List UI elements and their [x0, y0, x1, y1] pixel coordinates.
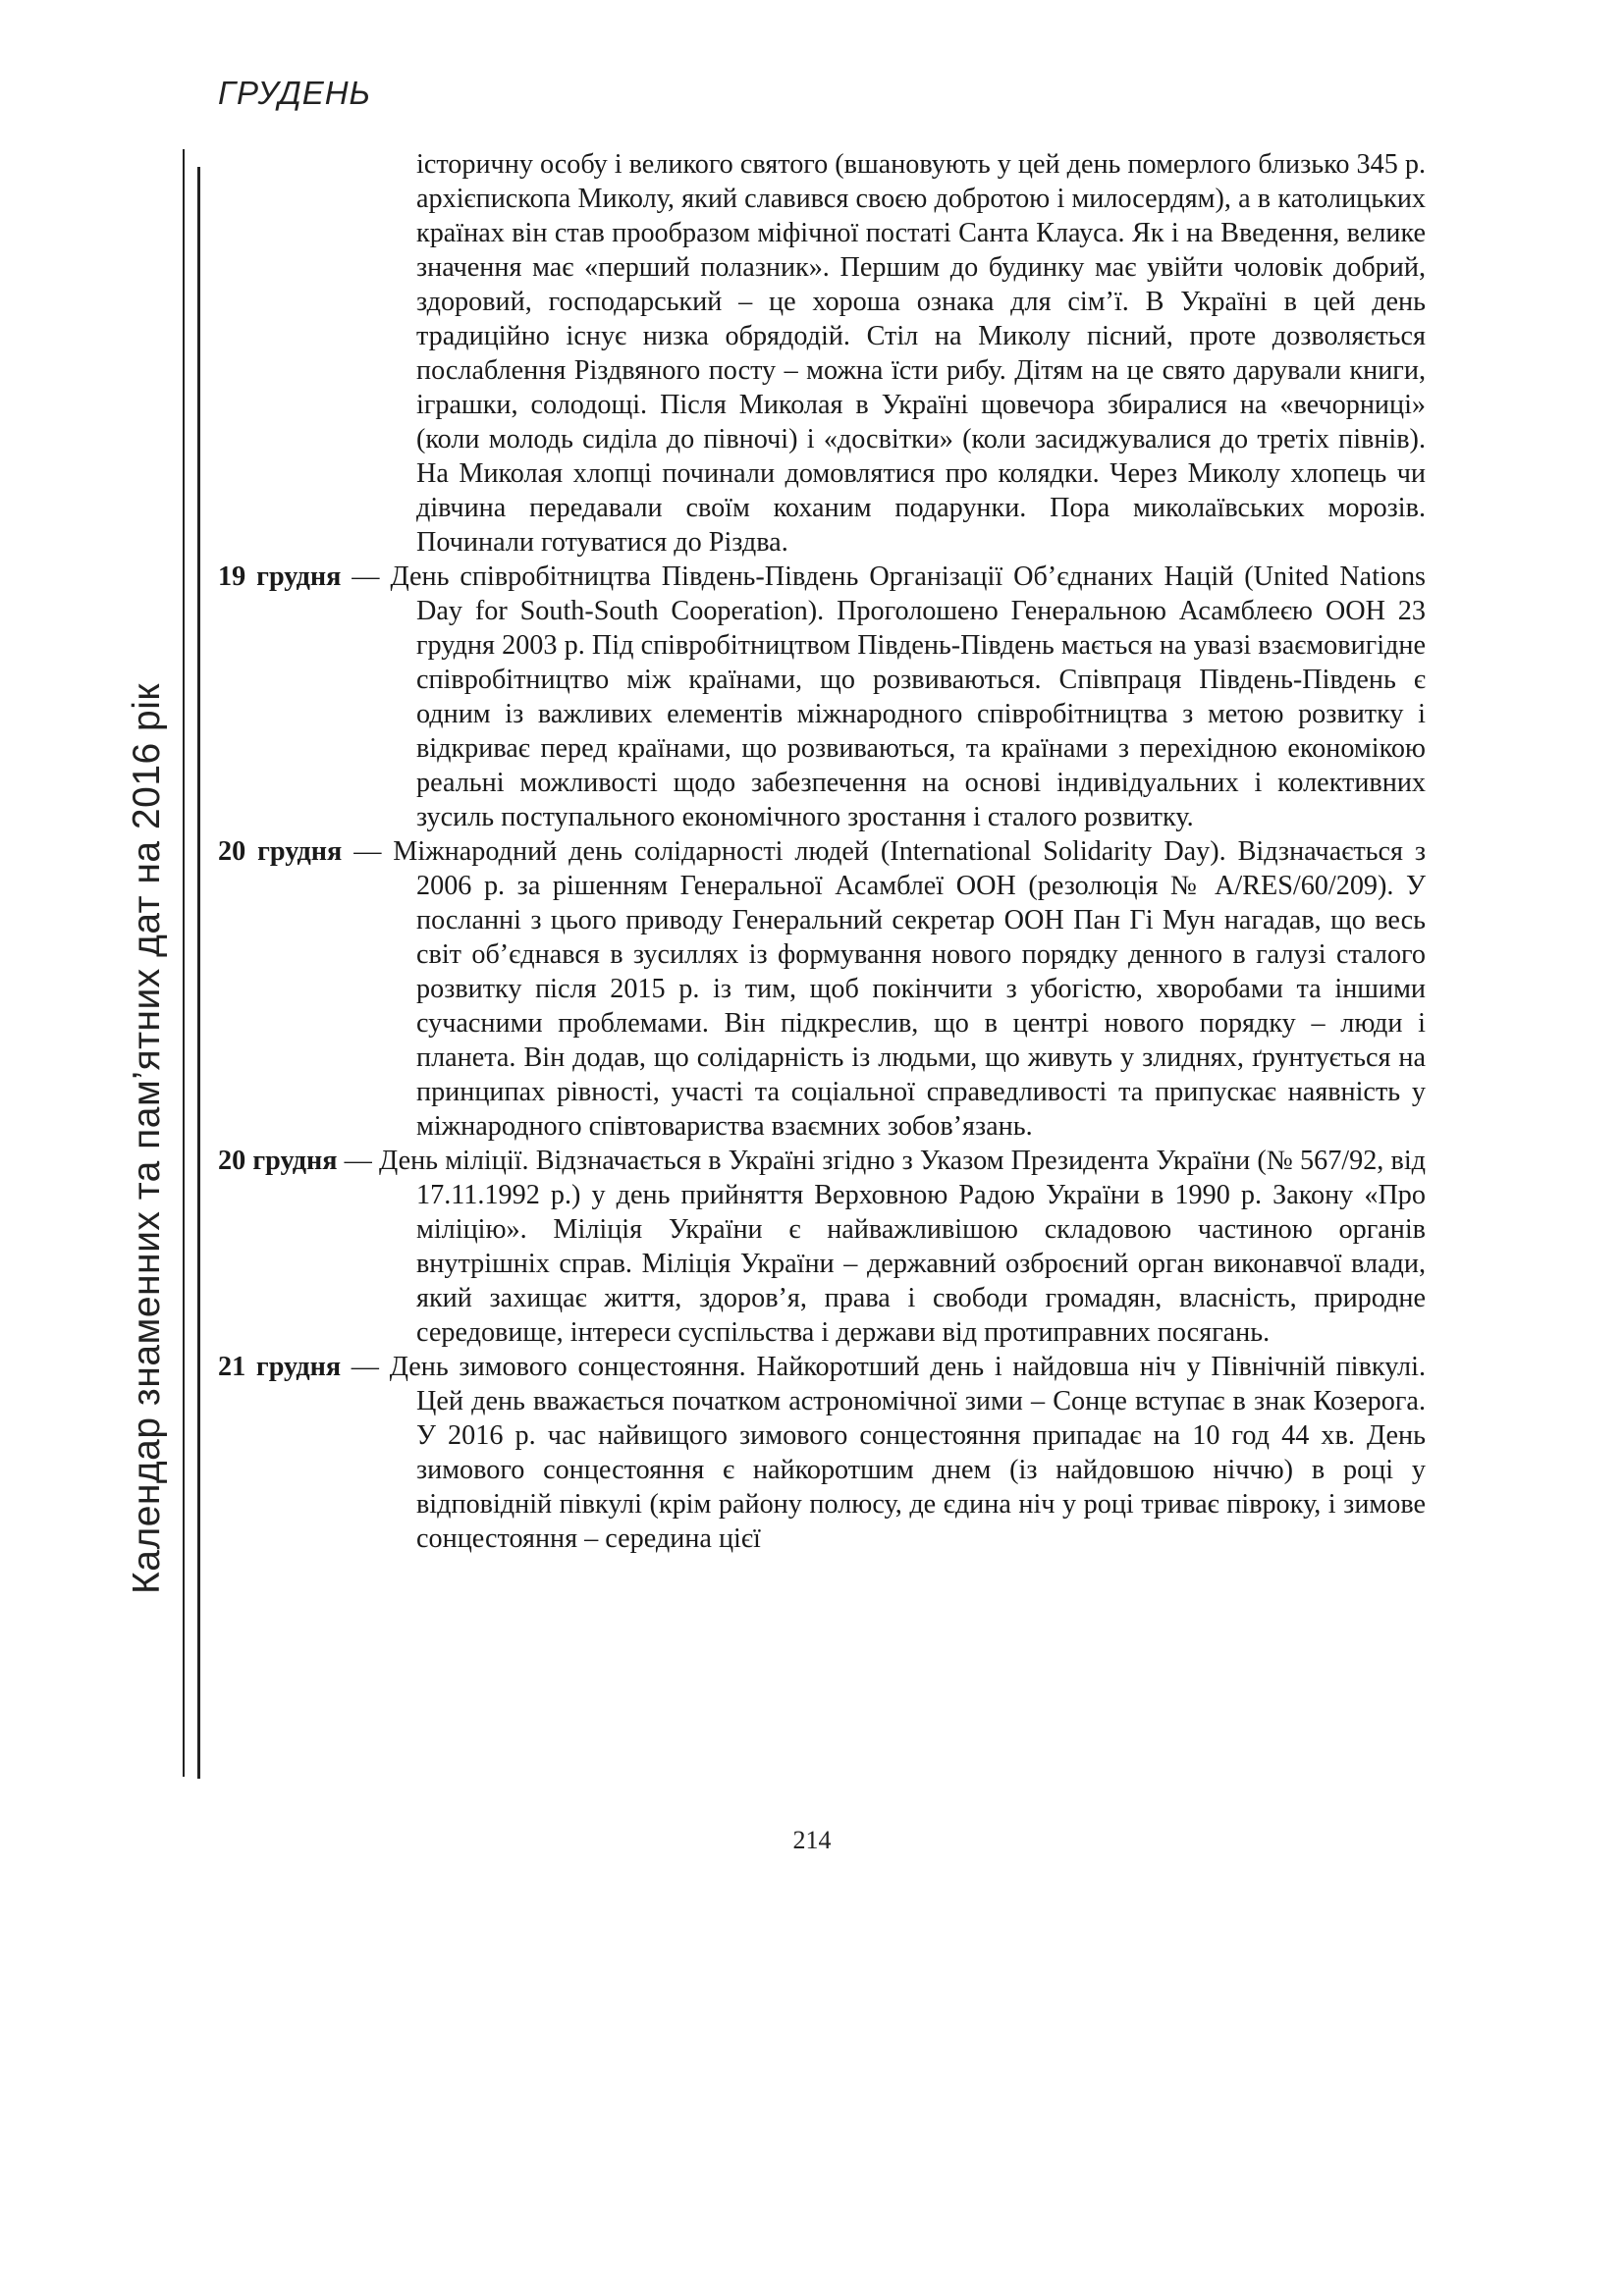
entry-date: 19 грудня: [218, 561, 342, 592]
entry-date: 21 грудня: [218, 1352, 342, 1382]
side-title: Календар знаменних та пам’ятних дат на 2016 рік: [126, 683, 168, 1594]
calendar-entry: [218, 1144, 1426, 1350]
page-content: [218, 147, 1426, 1556]
calendar-entry: [218, 834, 1426, 1144]
entry-text: — Міжнародний день солідарності людей (International Solidarity Day). Відзначається з 2006 р. за рішенням Генеральної Асамблеї ООН (резолюція № A/RES/60/209). У посланні з цього приводу Генеральний секретар ООН Пан Гі Мун нагадав, що весь світ об’єднався в зусиллях із формування нового порядку денного в галузі сталого розвитку після 2015 р. із тим, щоб покінчити з убогістю, хворобами та іншими сучасними проблемами. Він підкреслив, що в центрі нового порядку – люди і планета. Він додав, що солідарність із людьми, що живуть у злиднях, ґрунтується на принципах рівності, участі та соціальної справедливості та припускає наявність у міжнародного співтовариства взаємних зобов’язань.: [353, 836, 1427, 1142]
calendar-entry: [218, 560, 1426, 834]
entry-date: 20 грудня: [218, 836, 343, 867]
intro-paragraph: історичну особу і великого святого (вшановують у цей день померлого близько 345 р. архієпископа Миколу, який славився своєю добротою і милосердям), а в католицьких країнах він став прообразом міфічної постаті Санта Клауса. Як і на Введення, велике значення має «перший полазник». Першим до будинку має увійти чоловік добрий, здоровий, господарський – це хороша ознака для сім’ї. В Україні в цей день традиційно існує низка обрядодій. Стіл на Миколу пісний, проте дозволяється послаблення Різдвяного посту – можна їсти рибу. Дітям на це свято дарували книги, іграшки, солодощі. Після Миколая в Україні щовечора збиралися на «вечорниці» (коли молодь сиділа до півночі) і «досвітки» (коли засиджувалися до третіх півнів). На Миколая хлопці починали домовлятися про колядки. Через Миколу хлопець чи дівчина передавали своїм коханим подарунки. Пора миколаївських морозів. Починали готуватися до Різдва.: [416, 149, 1426, 558]
entry-text: — День зимового сонцестояння. Найкоротший день і найдовша ніч у Північній півкулі. Цей день вважається початком астрономічної зими – Сонце вступає в знак Козерога. У 2016 р. час найвищого зимового сонцестояння припадає на 10 год 44 хв. День зимового сонцестояння є найкоротшим днем (із найдовшою ніччю) в році у відповідній півкулі (крім району полюсу, де єдина ніч у році триває півроку, і зимове сонцестояння – середина цієї: [351, 1352, 1426, 1554]
entry-text: — День міліції. Відзначається в Україні згідно з Указом Президента України (№ 567/92, від 17.11.1992 р.) у день прийняття Верховною Радою України в 1990 р. Закону «Про міліцію». Міліція України є найважливішою складовою частиною органів внутрішніх справ. Міліція України – державний озброєний орган виконавчої влади, який захищає життя, здоров’я, права і свободи громадян, власність, природне середовище, інтереси суспільства і держави від протиправних посягань.: [344, 1146, 1426, 1348]
margin-rule-inner: [197, 167, 200, 1779]
page-header-month: ГРУДЕНЬ: [218, 75, 372, 111]
calendar-entry: [218, 1350, 1426, 1556]
entry-date: 20 грудня: [218, 1146, 338, 1176]
page-number: 214: [792, 1826, 832, 1854]
entry-text: — День співробітництва Південь-Південь Організації Об’єднаних Націй (United Nations Day for South-South Cooperation). Проголошено Генеральною Асамблеєю ООН 23 грудня 2003 р. Під співробітництвом Південь-Південь мається на увазі взаємовигідне співробітництво між країнами, що розвиваються. Співпраця Південь-Південь є одним із важливих елементів міжнародного співробітництва з метою розвитку і відкриває перед країнами, що розвиваються, та країнами з перехідною економікою реальні можливості щодо забезпечення на основі індивідуальних і колективних зусиль поступального економічного зростання і сталого розвитку.: [352, 561, 1427, 832]
margin-rule-outer: [183, 149, 185, 1777]
